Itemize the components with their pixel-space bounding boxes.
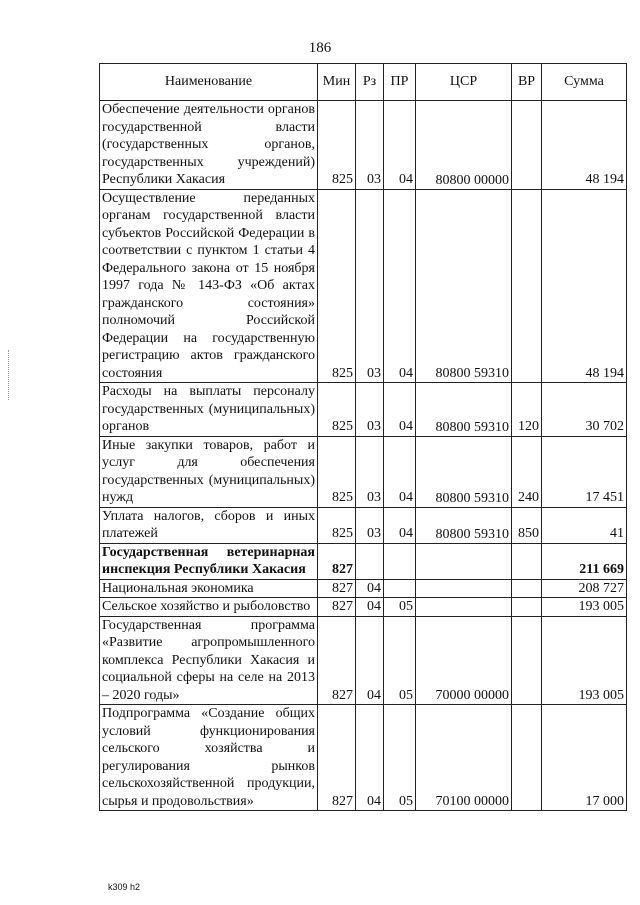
cell-pr: 04	[384, 101, 416, 190]
cell-vr	[512, 705, 542, 811]
footer-code: k309 h2	[108, 882, 141, 892]
cell-vr	[512, 101, 542, 190]
table-row	[100, 383, 627, 437]
cell-csr	[416, 543, 512, 579]
cell-min: 825	[318, 189, 356, 383]
table-row	[100, 616, 627, 705]
table-row	[100, 101, 627, 190]
cell-sum: 193 005	[542, 598, 627, 617]
cell-pr: 04	[384, 507, 416, 543]
table-row	[100, 507, 627, 543]
cell-pr	[384, 579, 416, 598]
cell-rz: 04	[356, 579, 384, 598]
cell-csr: 70100 00000	[416, 705, 512, 811]
cell-rz	[356, 543, 384, 579]
cell-name: Национальная экономика	[100, 579, 318, 598]
cell-vr	[512, 543, 542, 579]
page-number: 186	[308, 40, 332, 56]
cell-name: Уплата налогов, сборов и иных платежей	[100, 507, 318, 543]
cell-name: Государственная ветеринарная инспекция Республики Хакасия	[100, 543, 318, 579]
cell-name: Осуществление переданных органам государственной власти субъектов Российской Федерации в соответствии с пунктом 1 статьи 4 Федерального закона от 15 ноября 1997 года № 143-ФЗ «Об актах гражданского состояния» полномочий Российской Федерации на государственную регистрацию актов гражданского состояния	[100, 189, 318, 383]
cell-sum: 211 669	[542, 543, 627, 579]
header-sum: Сумма	[542, 64, 627, 101]
cell-csr: 80800 59310	[416, 507, 512, 543]
cell-vr: 240	[512, 436, 542, 507]
cell-name: Иные закупки товаров, работ и услуг для обеспечения государственных (муниципальных) нужд	[100, 436, 318, 507]
cell-min: 827	[318, 543, 356, 579]
cell-sum: 48 194	[542, 189, 627, 383]
cell-rz: 03	[356, 436, 384, 507]
cell-vr	[512, 616, 542, 705]
budget-table	[99, 63, 627, 811]
cell-vr	[512, 189, 542, 383]
header-rz: Рз	[356, 64, 384, 101]
cell-vr: 850	[512, 507, 542, 543]
cell-min: 827	[318, 598, 356, 617]
cell-name: Расходы на выплаты персоналу государственных (муниципальных) органов	[100, 383, 318, 437]
cell-pr: 04	[384, 189, 416, 383]
cell-vr: 120	[512, 383, 542, 437]
scan-margin-mark	[8, 350, 10, 400]
cell-sum: 48 194	[542, 101, 627, 190]
table-row	[100, 598, 627, 617]
table-body	[100, 101, 627, 811]
cell-rz: 03	[356, 383, 384, 437]
cell-rz: 04	[356, 616, 384, 705]
cell-min: 825	[318, 507, 356, 543]
cell-pr: 05	[384, 705, 416, 811]
cell-vr	[512, 598, 542, 617]
header-pr: ПР	[384, 64, 416, 101]
cell-vr	[512, 579, 542, 598]
table-row	[100, 705, 627, 811]
cell-min: 827	[318, 616, 356, 705]
table-header	[100, 64, 627, 101]
cell-csr: 80800 59310	[416, 189, 512, 383]
cell-min: 827	[318, 705, 356, 811]
header-csr: ЦСР	[416, 64, 512, 101]
cell-rz: 04	[356, 705, 384, 811]
cell-name: Обеспечение деятельности органов государственной власти (государственных органов, государственных учреждений) Республики Хакасия	[100, 101, 318, 190]
cell-sum: 17 000	[542, 705, 627, 811]
header-min: Мин	[318, 64, 356, 101]
cell-min: 825	[318, 101, 356, 190]
cell-rz: 03	[356, 101, 384, 190]
table-row	[100, 189, 627, 383]
cell-name: Государственная программа «Развитие агропромышленного комплекса Республики Хакасия и социальной сферы на селе на 2013 – 2020 годы»	[100, 616, 318, 705]
cell-csr: 80800 00000	[416, 101, 512, 190]
cell-min: 827	[318, 579, 356, 598]
cell-pr: 05	[384, 598, 416, 617]
header-vr: ВР	[512, 64, 542, 101]
table-row	[100, 436, 627, 507]
cell-pr: 04	[384, 436, 416, 507]
cell-csr: 70000 00000	[416, 616, 512, 705]
cell-sum: 41	[542, 507, 627, 543]
cell-min: 825	[318, 436, 356, 507]
cell-sum: 30 702	[542, 383, 627, 437]
table-row	[100, 579, 627, 598]
cell-pr: 05	[384, 616, 416, 705]
cell-rz: 03	[356, 507, 384, 543]
cell-min: 825	[318, 383, 356, 437]
cell-csr	[416, 598, 512, 617]
cell-csr	[416, 579, 512, 598]
cell-rz: 04	[356, 598, 384, 617]
cell-name: Подпрограмма «Создание общих условий функционирования сельского хозяйства и регулирования рынков сельскохозяйственной продукции, сырья и продовольствия»	[100, 705, 318, 811]
header-name: Наименование	[100, 64, 318, 101]
cell-rz: 03	[356, 189, 384, 383]
table-row	[100, 543, 627, 579]
cell-sum: 208 727	[542, 579, 627, 598]
cell-pr	[384, 543, 416, 579]
cell-csr: 80800 59310	[416, 436, 512, 507]
cell-name: Сельское хозяйство и рыболовство	[100, 598, 318, 617]
cell-csr: 80800 59310	[416, 383, 512, 437]
cell-pr: 04	[384, 383, 416, 437]
cell-sum: 193 005	[542, 616, 627, 705]
cell-sum: 17 451	[542, 436, 627, 507]
